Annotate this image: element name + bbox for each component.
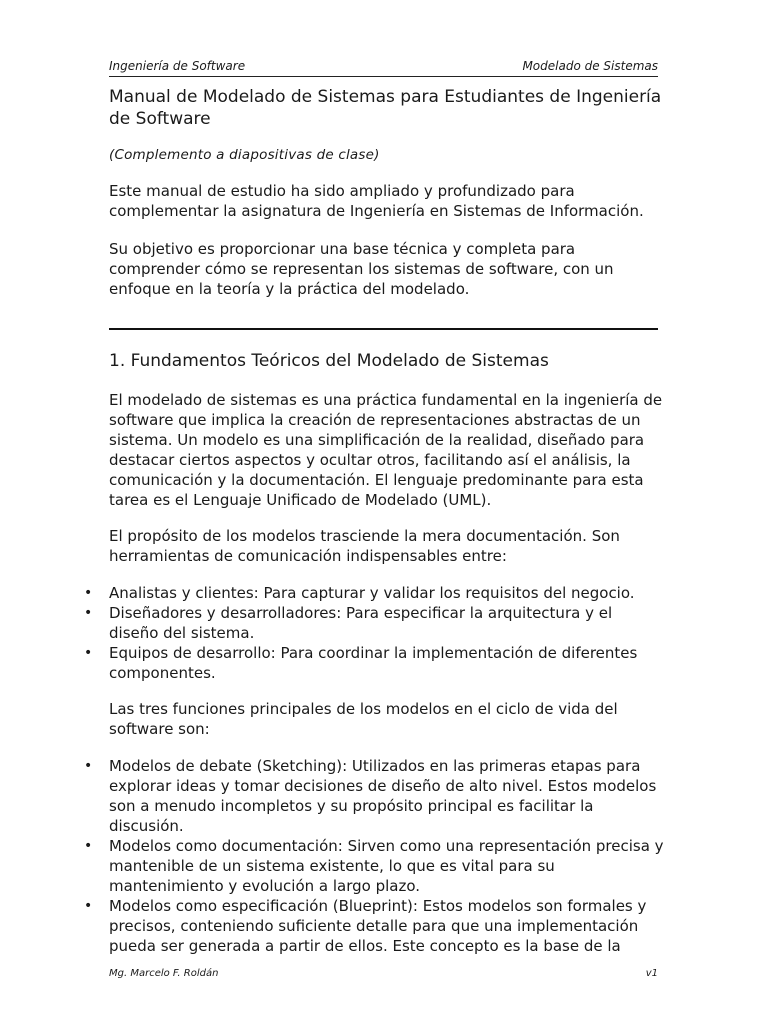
bullet-icon: •	[84, 838, 93, 854]
section-1-paragraph-1: El modelado de sistemas es una práctica fundamental en la ingeniería de software que implica la creación de representaciones abstractas de un sistema. Un modelo es una simplificación de la realidad, diseñado para destacar ciertos aspectos y ocultar otros, facilitando así el análisis, la comunicación y la documentación. El lenguaje predominante para esta tarea es el Lenguaje Unificado de Modelado (UML).	[109, 391, 663, 509]
document-subtitle: (Complemento a diapositivas de clase)	[109, 147, 380, 163]
footer-author: Mg. Marcelo F. Roldán	[109, 968, 219, 979]
header-topic: Modelado de Sistemas	[522, 59, 658, 73]
header-course: Ingeniería de Software	[109, 59, 246, 73]
list-item: • Equipos de desarrollo: Para coordinar la implementación de diferentes componentes.	[84, 644, 638, 682]
document-title: Manual de Modelado de Sistemas para Estudiantes de Ingeniería de Software	[109, 87, 662, 129]
model-functions-list	[84, 756, 664, 956]
list-item: • Modelos como documentación: Sirven como una representación precisa y mantenible de un sistema existente, lo que es vital para su mantenimiento y evolución a largo plazo.	[84, 837, 664, 895]
bullet-icon: •	[84, 758, 93, 774]
section-1-heading: 1. Fundamentos Teóricos del Modelado de Sistemas	[109, 351, 549, 371]
bullet-icon: •	[84, 605, 93, 621]
intro-paragraph-2: Su objetivo es proporcionar una base técnica y completa para comprender cómo se representan los sistemas de software, con un enfoque en la teoría y la práctica del modelado.	[109, 240, 614, 298]
section-divider	[109, 328, 658, 330]
section-1-paragraph-3: Las tres funciones principales de los modelos en el ciclo de vida del software son:	[109, 700, 618, 738]
page-footer	[109, 968, 658, 979]
bullet-icon: •	[84, 898, 93, 914]
intro-paragraph-1: Este manual de estudio ha sido ampliado y profundizado para complementar la asignatura de Ingeniería en Sistemas de Información.	[109, 182, 644, 220]
footer-version: v1	[645, 968, 658, 979]
list-item: • Modelos como especificación (Blueprint): Estos modelos son formales y precisos, conteniendo suficiente detalle para que una implementación pueda ser generada a partir de ellos. Este concepto es la base de la	[84, 897, 647, 955]
list-item: • Modelos de debate (Sketching): Utilizados en las primeras etapas para explorar ideas y tomar decisiones de diseño de alto nivel. Estos modelos son a menudo incompletos y su propósito principal es facilitar la discusión.	[84, 757, 657, 835]
bullet-icon: •	[84, 585, 93, 601]
section-1-paragraph-2: El propósito de los modelos trasciende la mera documentación. Son herramientas de comunicación indispensables entre:	[109, 527, 620, 565]
bullet-icon: •	[84, 645, 93, 661]
list-item: • Analistas y clientes: Para capturar y validar los requisitos del negocio.	[84, 584, 635, 602]
list-item: • Diseñadores y desarrolladores: Para especificar la arquitectura y el diseño del sistema.	[84, 604, 613, 642]
communication-list	[84, 583, 664, 683]
page-header	[109, 59, 658, 77]
